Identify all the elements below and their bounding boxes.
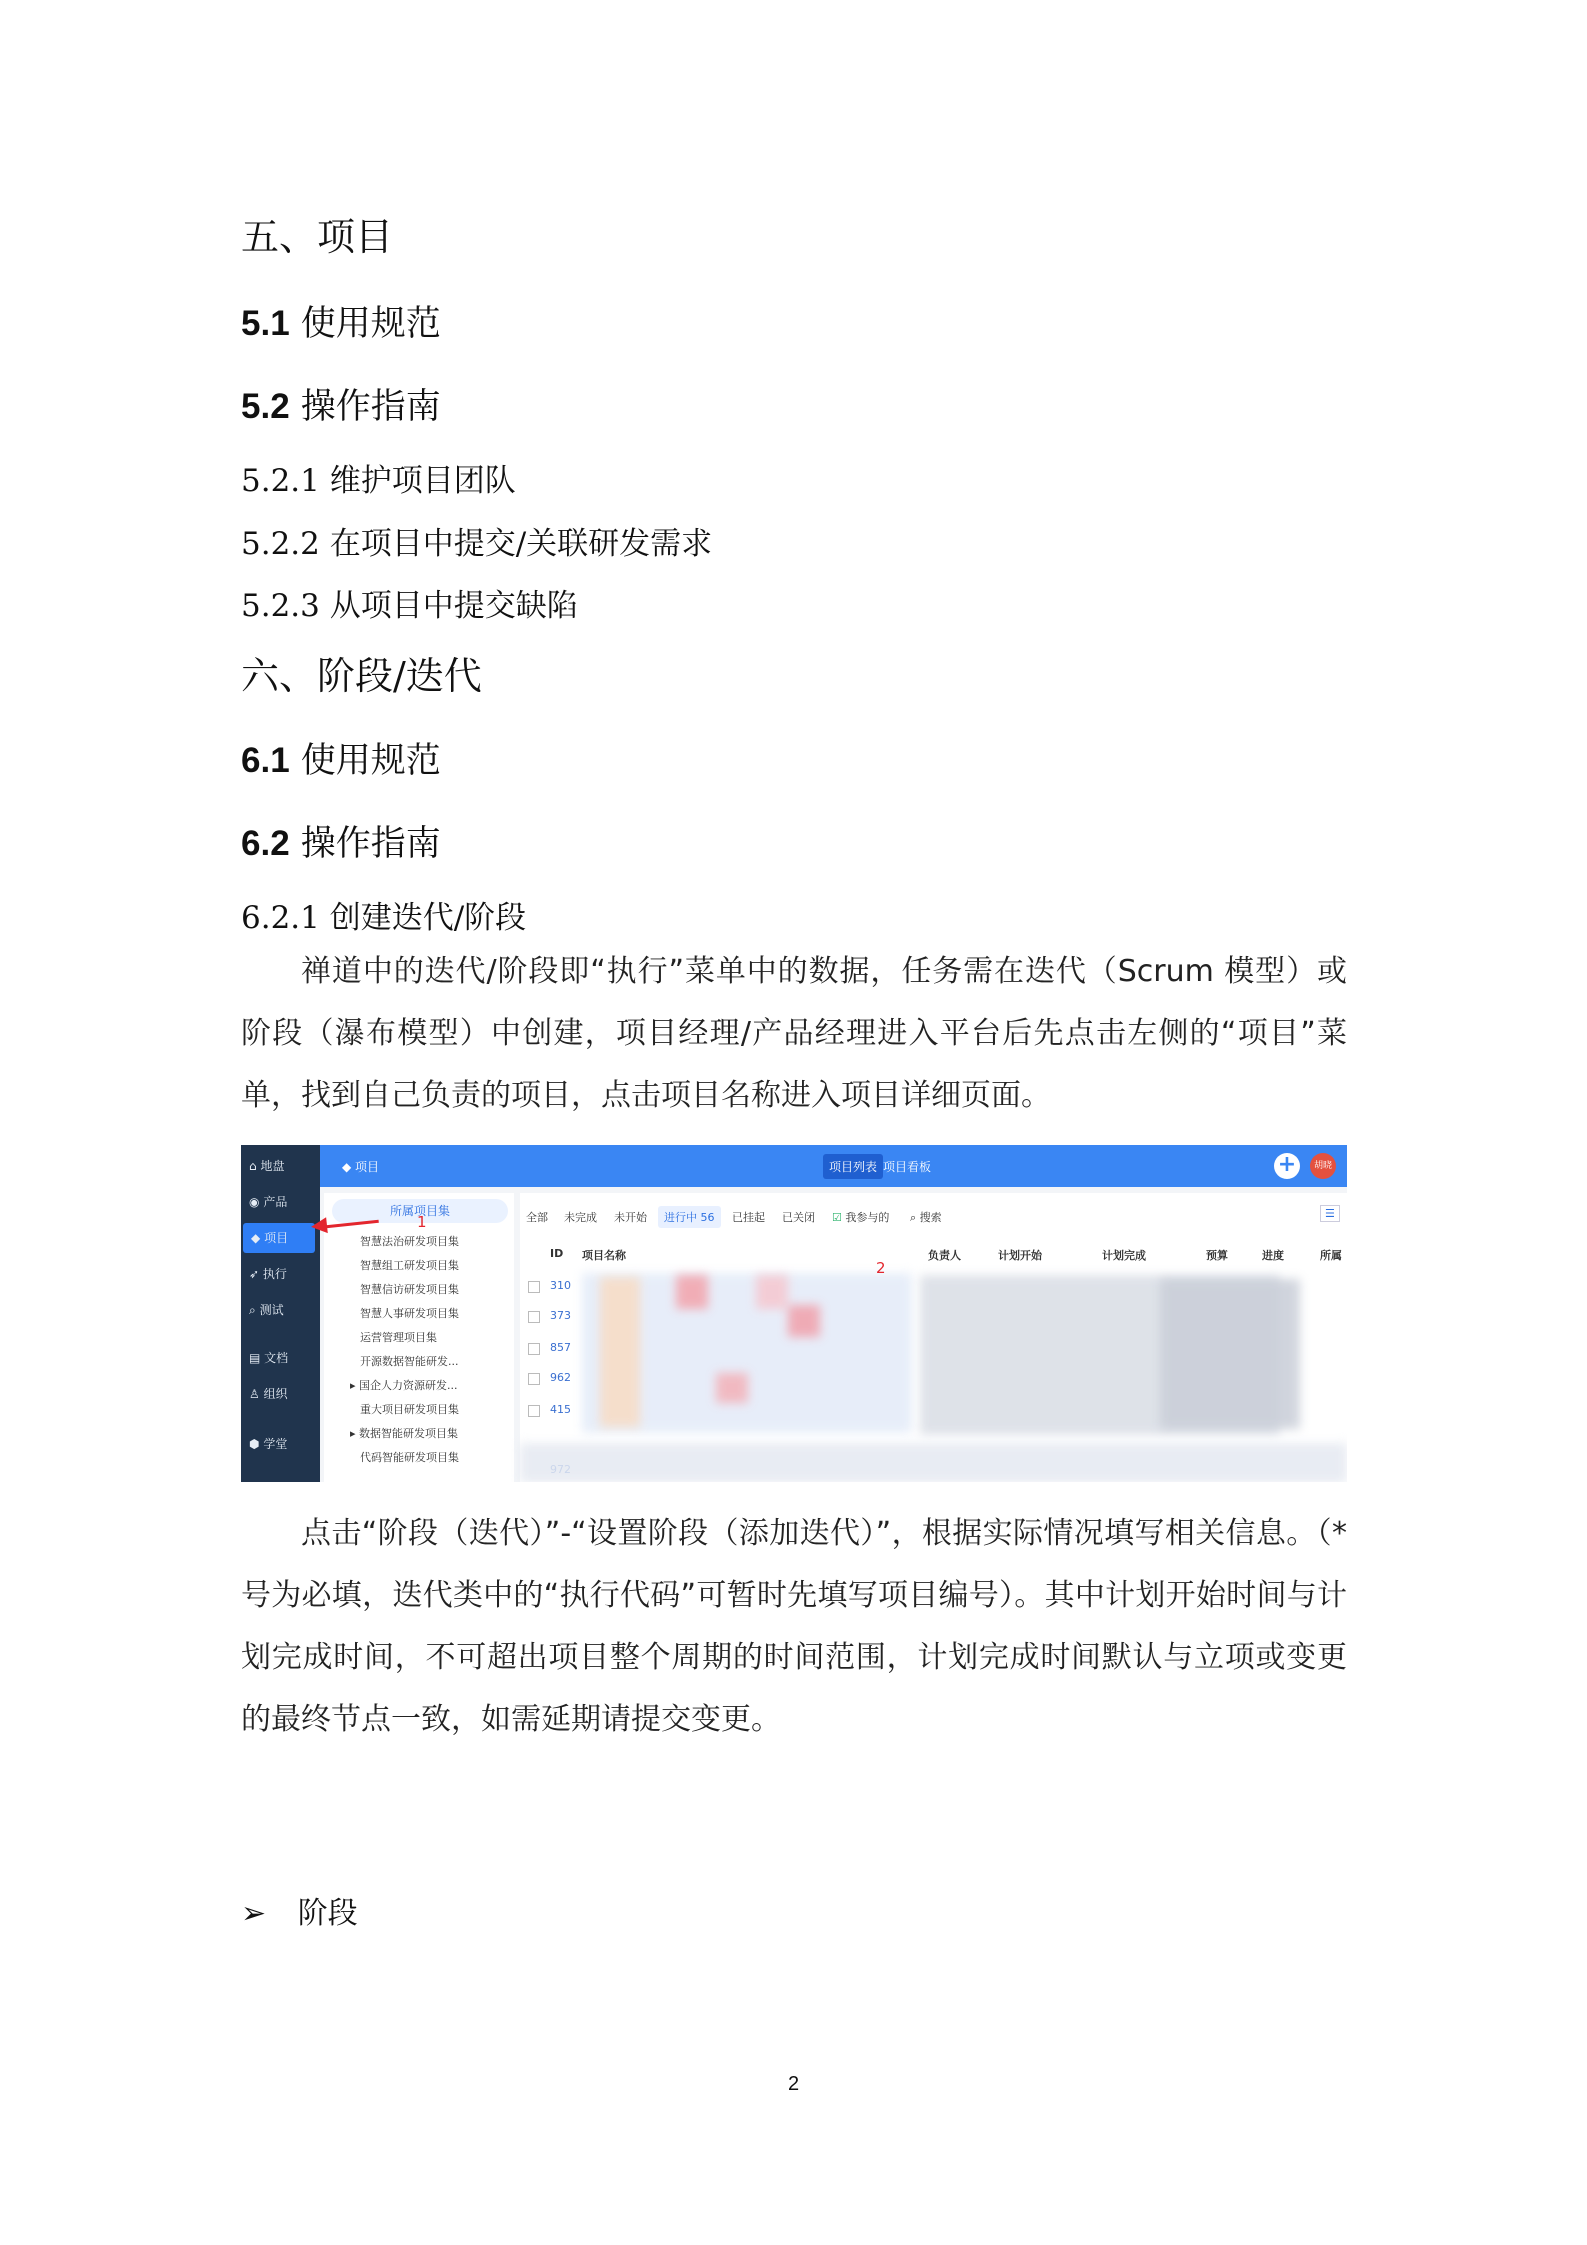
home-icon: ⌂ [249,1159,257,1173]
heading-section-6: 六、阶段/迭代 [241,654,482,698]
app-sidebar [241,1145,320,1482]
run-icon: ➶ [249,1267,260,1281]
heading-5-2-text: 操作指南 [300,387,441,427]
list-item[interactable]: 智慧人事研发项目集 [360,1307,459,1320]
column-end[interactable]: 计划完成 [1102,1249,1146,1262]
column-name[interactable]: 项目名称 [582,1249,626,1262]
my-join-checkbox[interactable]: ☑ 我参与的 [832,1211,890,1224]
sidebar-item-org[interactable]: ♙ 组织 [249,1387,288,1401]
row-checkbox[interactable] [528,1281,540,1293]
list-view-icon[interactable]: ☰ [1320,1205,1340,1222]
sidebar-item-product[interactable]: ◉ 产品 [249,1195,288,1209]
embedded-screenshot [241,1145,1347,1482]
doc-icon: ▤ [249,1351,261,1365]
blurred-content [716,1373,748,1403]
checkbox-icon: ☑ [832,1211,842,1224]
list-item[interactable]: 智慧组工研发项目集 [360,1259,459,1272]
column-parent[interactable]: 所属 [1320,1249,1342,1262]
heading-5-2-2: 5.2.2 在项目中提交/关联研发需求 [241,526,713,562]
list-item[interactable]: 智慧信访研发项目集 [360,1283,459,1296]
app-topbar [320,1145,1347,1187]
bullet-stage [241,1888,358,1932]
project-set-panel [324,1193,514,1482]
filter-doing[interactable]: 进行中 56 [658,1206,721,1228]
table-row-id[interactable]: 962 [550,1371,571,1384]
project-list-panel [520,1193,1347,1482]
row-checkbox[interactable] [528,1373,540,1385]
filter-all[interactable]: 全部 [526,1211,548,1224]
heading-5-1-text: 使用规范 [300,304,441,344]
list-item[interactable]: ▸ 数据智能研发项目集 [350,1427,459,1440]
column-id[interactable]: ID [550,1247,564,1260]
sidebar-item-dashboard[interactable]: ⌂ 地盘 [249,1159,285,1173]
row-checkbox[interactable] [528,1405,540,1417]
table-row-id[interactable]: 310 [550,1279,571,1292]
row-checkbox[interactable] [528,1311,540,1323]
list-item[interactable]: ▸ 国企人力资源研发... [350,1379,458,1392]
column-begin[interactable]: 计划开始 [998,1249,1042,1262]
list-item[interactable]: 重大项目研发项目集 [360,1403,459,1416]
people-icon: ♙ [249,1387,260,1401]
search-icon: ⌕ [910,1211,917,1224]
table-row-id[interactable]: 415 [550,1403,571,1416]
heading-6-1 [241,733,441,783]
filter-count: 56 [700,1211,715,1224]
location-icon: ◉ [249,1195,260,1209]
cube-icon: ⬢ [249,1437,260,1451]
column-budget[interactable]: 预算 [1206,1249,1228,1262]
heading-5-1-number: 5.1 [241,304,290,343]
annotation-2: 2 [876,1259,886,1277]
arrow-bullet-icon: ➢ [241,1896,267,1931]
list-item[interactable]: 智慧法治研发项目集 [360,1235,459,1248]
filter-wait[interactable]: 未开始 [614,1211,647,1224]
heading-5-1 [241,296,441,346]
blurred-content [676,1275,708,1309]
tab-project-board[interactable]: 项目看板 [883,1160,932,1174]
list-item[interactable]: 开源数据智能研发... [360,1355,459,1368]
filter-closed[interactable]: 已关闭 [782,1211,815,1224]
blurred-content [756,1275,788,1309]
search-icon: ⌕ [249,1303,256,1317]
blurred-content [1160,1279,1300,1429]
heading-6-2 [241,816,441,866]
heading-6-2-text: 操作指南 [300,824,441,864]
topbar-title: ◆ 项目 [342,1160,380,1174]
row-checkbox[interactable] [528,1343,540,1355]
blurred-content [788,1305,820,1337]
page-number: 2 [788,2073,800,2095]
add-icon[interactable]: + [1274,1153,1300,1179]
column-pm[interactable]: 负责人 [928,1249,961,1262]
heading-section-5: 五、项目 [241,215,394,259]
bullet-text: 阶段 [297,1896,358,1931]
blurred-content [600,1277,640,1427]
tab-project-list[interactable]: 项目列表 [823,1154,883,1179]
paragraph-iteration-intro: 禅道中的迭代/阶段即“执行”菜单中的数据，任务需在迭代（Scrum 模型）或阶段（瀑布模型）中创建，项目经理/产品经理进入平台后先点击左侧的“项目”菜单，找到自己负责的项目，点击项目名称进入项目详细页面。 [241,954,1347,1113]
list-item[interactable]: 代码智能研发项目集 [360,1451,459,1464]
paragraph-set-stage: 点击“阶段（迭代）”-“设置阶段（添加迭代）”，根据实际情况填写相关信息。（*号为必填，迭代类中的“执行代码”可暂时先填写项目编号）。其中计划开始时间与计划完成时间，不可超出项目整个周期的时间范围，计划完成时间默认与立项或变更的最终节点一致，如需延期请提交变更。 [241,1516,1347,1737]
avatar[interactable]: 胡晓 [1310,1153,1336,1179]
list-item[interactable]: 运营管理项目集 [360,1331,437,1344]
filter-suspended[interactable]: 已挂起 [732,1211,765,1224]
heading-5-2-1: 5.2.1 维护项目团队 [241,463,516,499]
table-row-id[interactable]: 373 [550,1309,571,1322]
heading-6-2-1: 6.2.1 创建迭代/阶段 [241,900,527,936]
column-progress[interactable]: 进度 [1262,1249,1284,1262]
heading-5-2-number: 5.2 [241,387,290,426]
project-icon: ◆ [251,1231,261,1245]
filter-undone[interactable]: 未完成 [564,1211,597,1224]
heading-5-2 [241,379,441,429]
heading-6-2-number: 6.2 [241,824,290,863]
sidebar-item-school[interactable]: ⬢ 学堂 [249,1437,288,1451]
table-row-id[interactable]: 857 [550,1341,571,1354]
sidebar-item-doc[interactable]: ▤ 文档 [249,1351,289,1365]
search-button[interactable]: ⌕ 搜索 [910,1211,942,1224]
sidebar-item-project[interactable]: ◆ 项目 [243,1223,315,1253]
project-set-button[interactable]: 所属项目集 [332,1199,508,1223]
heading-6-1-text: 使用规范 [300,741,441,781]
sidebar-item-execution[interactable]: ➶ 执行 [249,1267,287,1281]
annotation-1: 1 [417,1213,427,1231]
blurred-content [520,1443,1347,1482]
heading-6-1-number: 6.1 [241,741,290,780]
sidebar-item-test[interactable]: ⌕ 测试 [249,1303,284,1317]
heading-5-2-3: 5.2.3 从项目中提交缺陷 [241,588,578,624]
